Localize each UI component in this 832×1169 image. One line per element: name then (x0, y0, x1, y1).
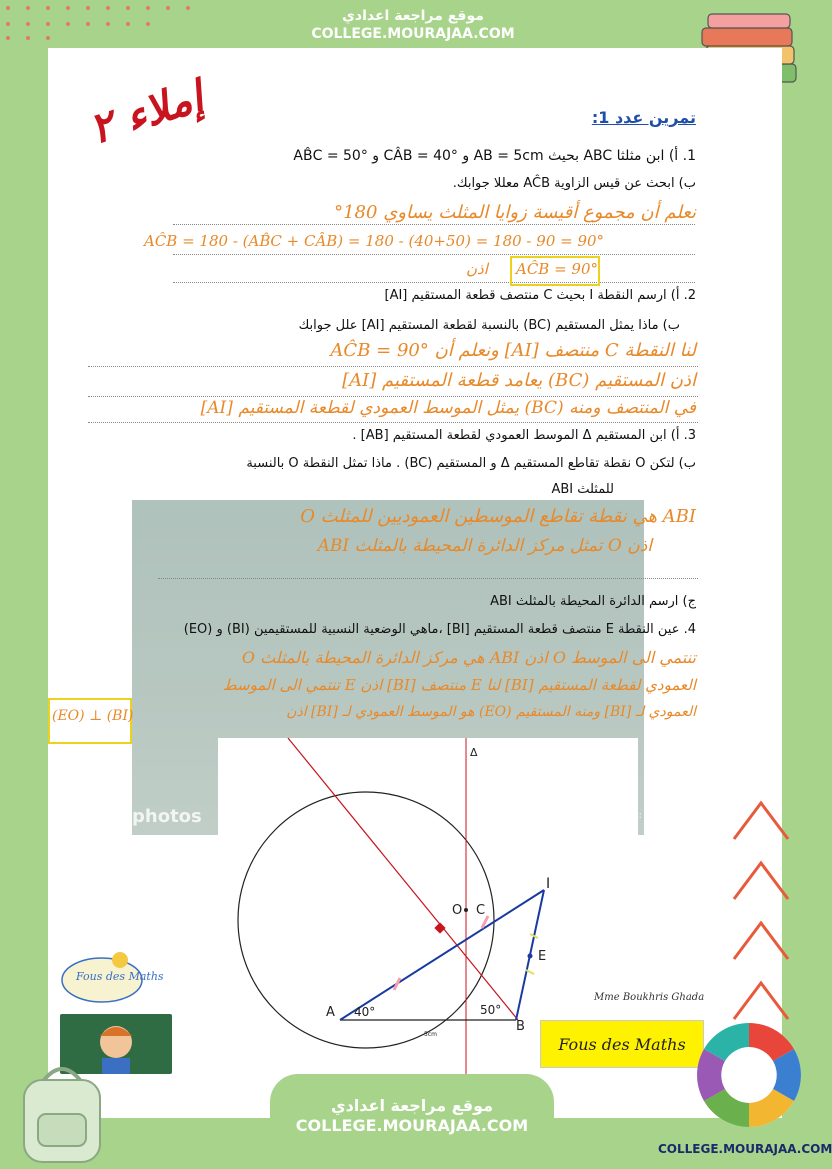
highlighted-answer: (EO) ⊥ (BI) (52, 708, 134, 724)
dictation-stamp: إملاء ٢ (83, 71, 209, 154)
answer-line (173, 224, 695, 225)
dot-decoration (0, 0, 200, 40)
label-a: A (326, 1005, 335, 1020)
answer-line (173, 282, 695, 283)
question-3a: 3. أ) ابن المستقيم Δ الموسط العمودي لقطعة المستقيم [AB] . (352, 428, 696, 443)
label-c: C (476, 903, 486, 918)
chevron-up-icon (728, 975, 794, 1025)
chevron-up-icon (728, 795, 794, 845)
question-1a: 1. أ) ابن مثلثا ABC بحيث AB = 5cm و CÂB = 40° و AB̂C = 50° (293, 148, 696, 164)
handwritten-answer: لنا النقطة C منتصف [AI] ونعلم أن AĈB = 90° (330, 340, 696, 361)
label-o: O (452, 903, 463, 918)
handwritten-answer: في المنتصف ومنه (BC) يمثل الموسط العمودي لقطعة المستقيم [AI] (200, 398, 696, 418)
handwritten-answer: AĈB = 180 - (AB̂C + CÂB) = 180 - (40+50) = 180 - 90 = 90° (144, 232, 605, 250)
handwritten-answer: اذن المستقيم (BC) يعامد قطعة المستقيم [AI] (342, 370, 696, 391)
question-4: 4. عين النقطة E منتصف قطعة المستقيم [BI] ،ماهي الوضعية النسبية للمستقيمين (BI) و (EO) (183, 622, 696, 637)
backpack-icon (14, 1058, 110, 1166)
handwritten-answer: العمودي لـ [BI] ومنه المستقيم (EO) هو الموسط العمودي لـ [BI] اذن (286, 704, 696, 720)
question-2b: ب) ماذا يمثل المستقيم (BC) بالنسبة لقطعة المستقيم [AI] علل جوابك (298, 318, 680, 333)
handwritten-answer: نعلم أن مجموع أقيسة زوايا المثلث يساوي 180° (334, 202, 696, 223)
answer-line (173, 254, 695, 255)
highlighted-answer: AĈB = 90° (516, 260, 599, 278)
fous-des-maths-logo (56, 948, 164, 1006)
angle-b-label: 50° (480, 1003, 502, 1017)
line-bc (288, 738, 518, 1020)
question-3b-cont: للمثلث ABI (551, 482, 614, 497)
question-2a: 2. أ) ارسم النقطة I بحيث C منتصف قطعة المستقيم [AI] (384, 288, 696, 303)
label-e: E (538, 949, 547, 964)
chevron-up-icon (728, 855, 794, 905)
site-url[interactable]: COLLEGE.MOURAJAA.COM (311, 25, 515, 42)
answer-line (88, 422, 698, 423)
question-3b: ب) لتكن O نقطة تقاطع المستقيم Δ و المستقيم (BC) . ماذا تمثل النقطة O بالنسبة (246, 456, 696, 471)
site-name: موقع مراجعة اعدادي (342, 8, 484, 24)
question-1b: ب) ابحث عن قيس الزاوية AĈB معللا جوابك. (452, 176, 696, 191)
label-delta: Δ (470, 746, 478, 759)
point-e (528, 954, 533, 959)
exercise-title: تمرين عدد 1: (591, 108, 696, 127)
right-angle-mark (434, 922, 445, 933)
site-name: موقع مراجعة اعدادي (330, 1096, 494, 1115)
angle-a-label: 40° (354, 1005, 376, 1019)
label-b: B (516, 1019, 525, 1034)
chevron-up-icon (728, 915, 794, 965)
college-wheel-logo (693, 1019, 805, 1131)
fous-des-maths-badge (540, 1020, 704, 1068)
logo-text: Fous des Maths (76, 970, 164, 983)
label-i: I (546, 876, 551, 892)
photo-watermark: photos (132, 806, 202, 827)
handwritten-answer: O هي نقطة تقاطع الموسطين العموديين للمثلث ABI (300, 506, 696, 527)
answer-line (88, 366, 698, 367)
handwritten-answer: اذن O تمثل مركز الدائرة المحيطة بالمثلث ABI (317, 536, 652, 556)
point-o (464, 908, 468, 912)
length-label: 5cm (424, 1031, 437, 1038)
worksheet-page (48, 48, 782, 1118)
handwritten-answer-prefix: اذن (466, 260, 488, 278)
answer-line (88, 396, 698, 397)
question-3c: ج) ارسم الدائرة المحيطة بالمثلث ABI (490, 594, 696, 609)
brand-url[interactable]: COLLEGE.MOURAJAA.COM (658, 1142, 832, 1156)
handwritten-answer: O هي مركز الدائرة المحيطة بالمثلث ABI اذن O تنتمي الى الموسط (241, 648, 696, 667)
handwritten-answer: العمودي لقطعة المستقيم [BI] لنا E منتصف [BI] اذن E تنتمي الى الموسط (222, 676, 696, 694)
badge-text: Fous des Maths (558, 1034, 686, 1054)
site-footer-tab[interactable] (270, 1074, 554, 1169)
answer-line (158, 578, 698, 579)
author-signature: Mme Boukhris Ghada (594, 992, 705, 1003)
photo-id: age ID: 3 (606, 810, 652, 821)
segment-ai (340, 890, 547, 1020)
site-url[interactable]: COLLEGE.MOURAJAA.COM (295, 1116, 529, 1135)
